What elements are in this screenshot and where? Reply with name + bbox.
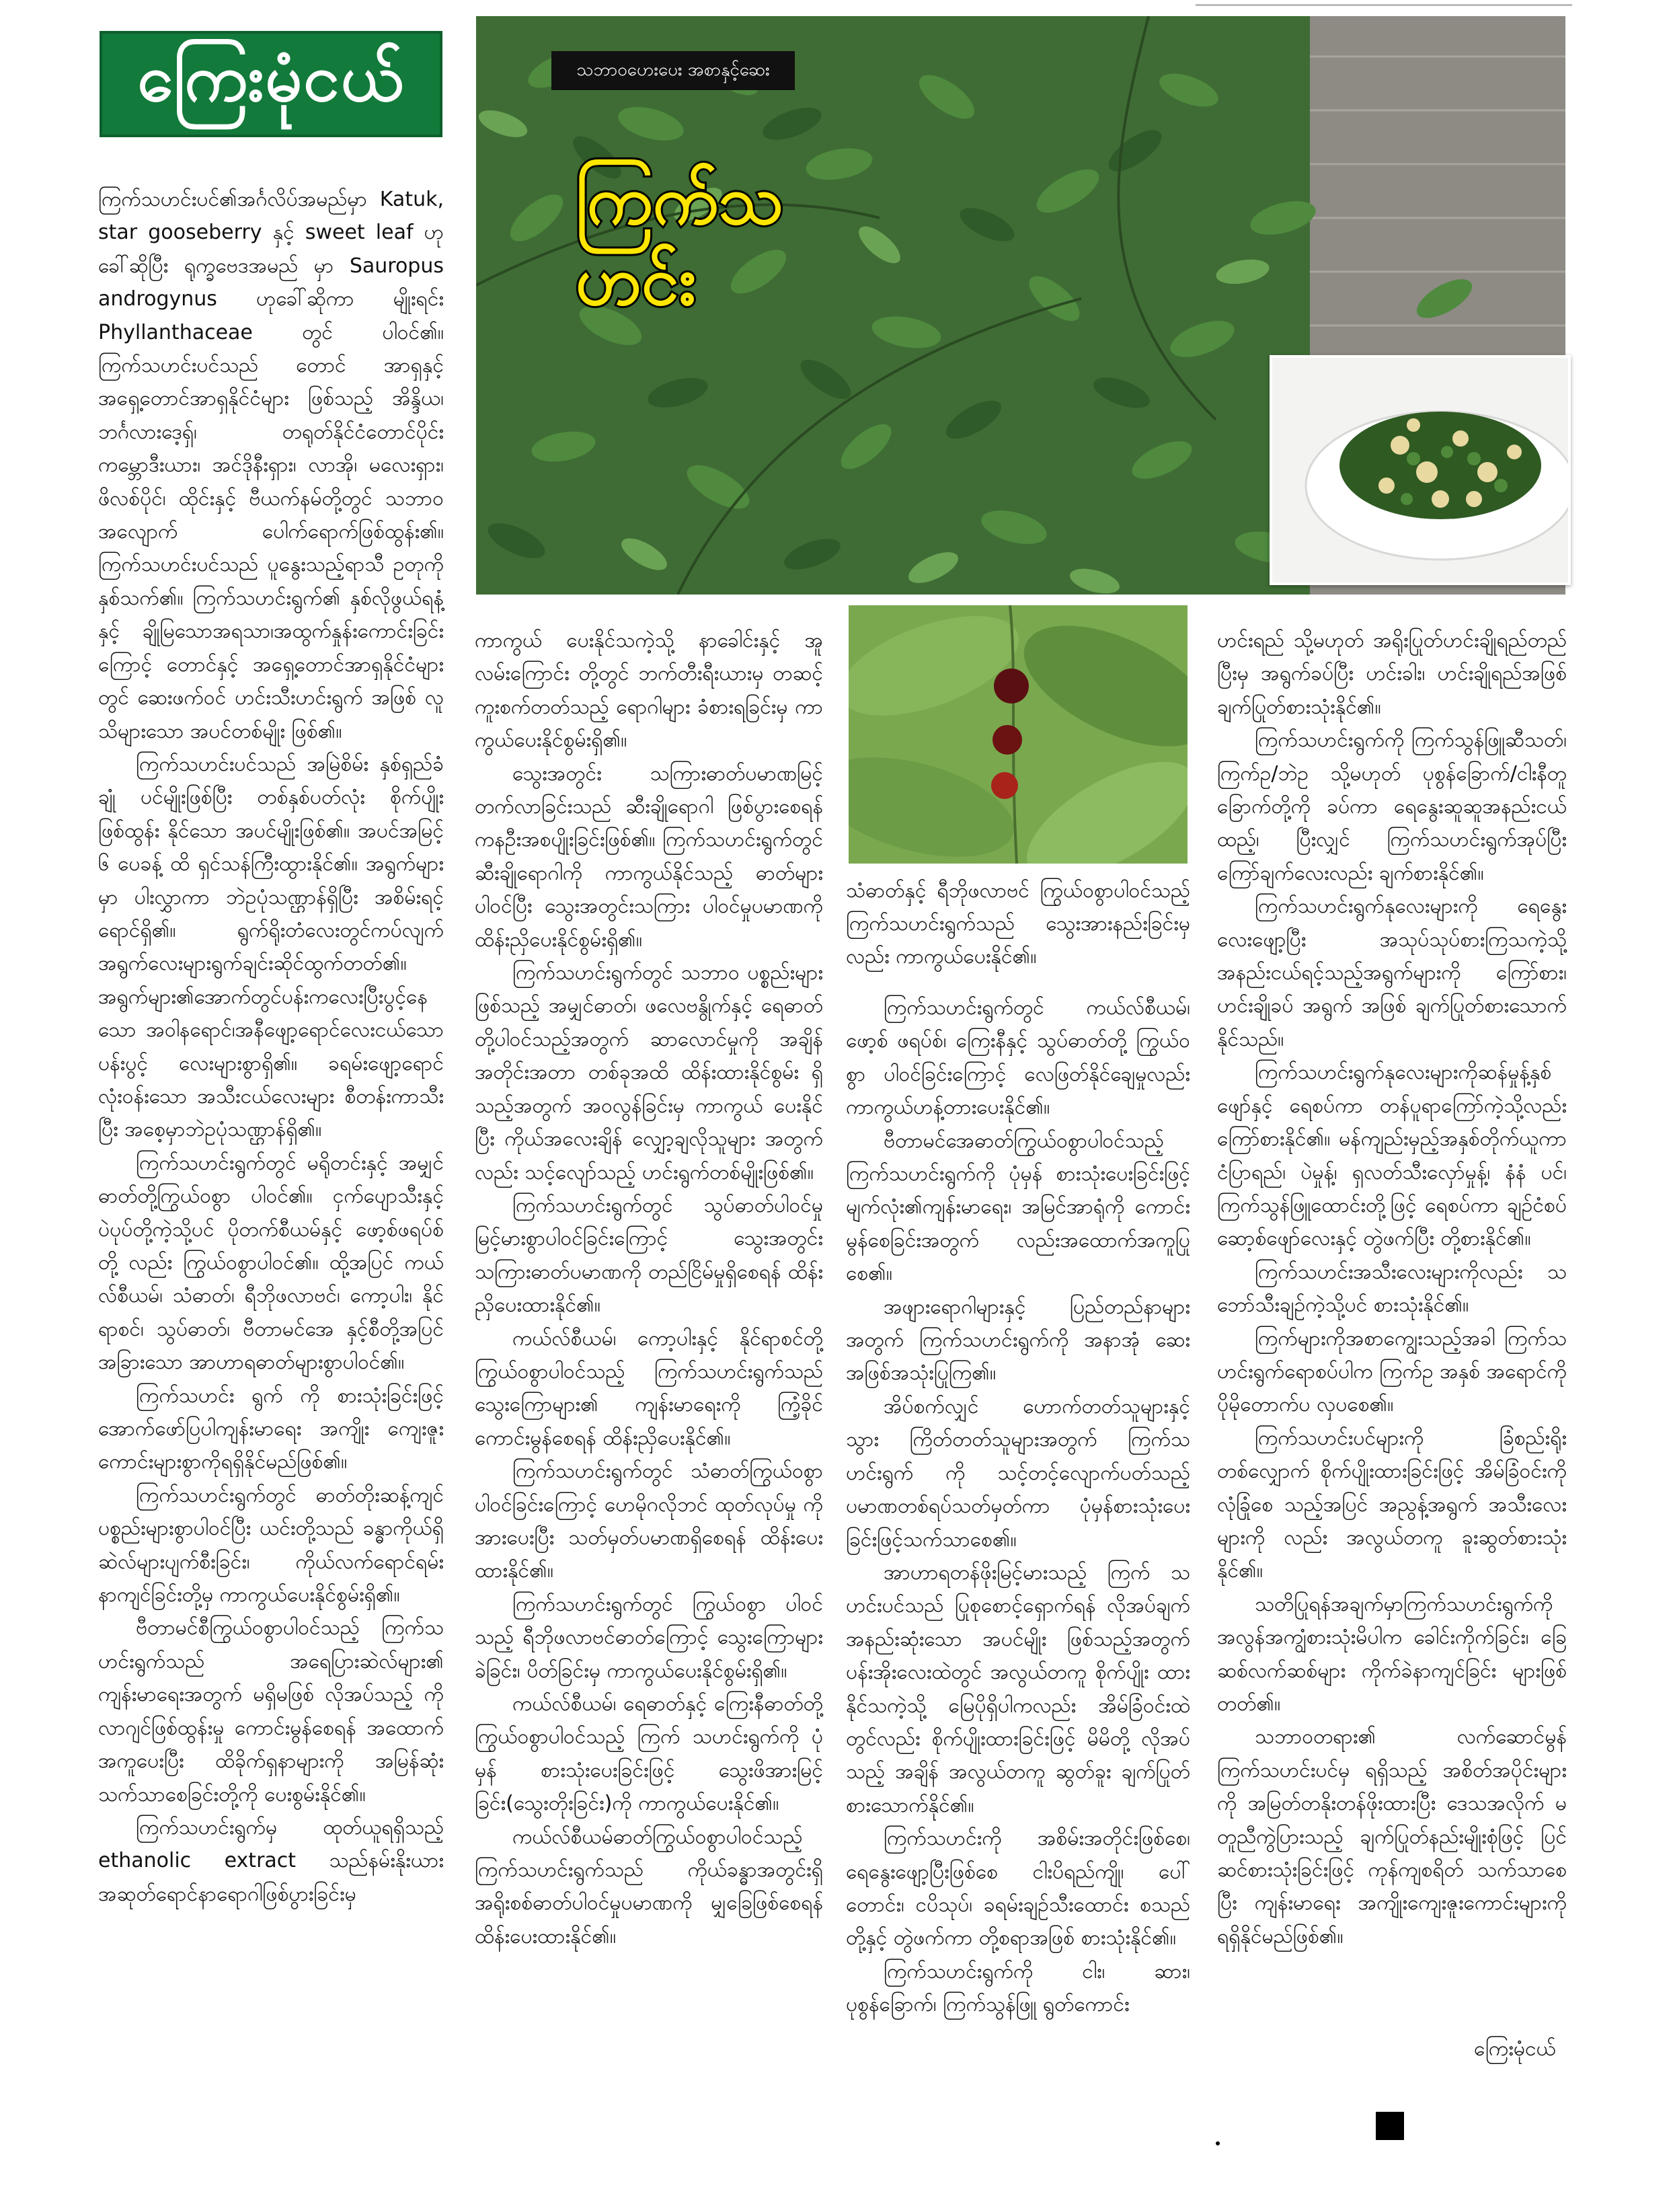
article-paragraph: အိပ်စက်လျှင် ဟောက်တတ်သူများနှင့် သွား ကြိတ်တတ်သူများအတွက် ကြက်သဟင်းရွက် ကို သင့်တင့်လျောက်ပတ်သည့်ပမာဏတစ်ရပ်သတ်မှတ်ကာ ပုံမှန်စားသုံးပေးခြင်းဖြင့်သက်သာစေ၏။ <box>846 1394 1190 1552</box>
article-paragraph: ကြက်သဟင်းရွက်နုလေးများကို ရေနွေးလေးဖျော့ပြီး အသုပ်သုပ်စားကြသကဲ့သို့ အနည်းငယ်ရင့်သည့်အရွက်များကို ကြော်စား၊ ဟင်းချိုခပ် အရွက် အဖြစ် ချက်ပြုတ်စားသောက်နိုင်သည်။ <box>1217 894 1567 1051</box>
flower-photo-caption: သံဓာတ်နှင့် ရီဘိုဖလာဗင် ကြွယ်ဝစွာပါဝင်သည့် ကြက်သဟင်းရွက်သည် သွေးအားနည်းခြင်းမှလည်း ကာကွယ်ပေးနိုင်၏။ <box>846 879 1190 968</box>
article-paragraph: ကြက်သဟင်းရွက်တွင် ကယ်လ်စီယမ်၊ ဖော့စ် ဖရပ်စ်၊ ကြေးနီနှင့် သွပ်ဓာတ်တို့ ကြွယ်ဝစွာ ပါဝင်ခြင်းကြောင့် လေဖြတ်နိုင်ချေမှုလည်းကာကွယ်ဟန့်တားပေးနိုင်၏။ <box>846 996 1190 1120</box>
article-paragraph: ကယ်လ်စီယမ်ဓာတ်ကြွယ်ဝစွာပါဝင်သည့် ကြက်သဟင်းရွက်သည် ကိုယ်ခန္ဓာအတွင်းရှိ အရိုးစစ်ဓာတ်ပါဝင်မှုပမာဏကို မျှခြေဖြစ်စေရန်ထိန်းပေးထားနိုင်၏။ <box>475 1825 823 1948</box>
end-mark <box>1376 2112 1404 2140</box>
article-paragraph: ကြက်သဟင်းအသီးလေးများကိုလည်း သဘော်သီးချဉ်ကဲ့သို့ပင် စားသုံးနိုင်၏။ <box>1217 1260 1567 1318</box>
article-paragraph: ကြက်သဟင်းရွက်တွင် သံဓာတ်ကြွယ်ဝစွာ ပါဝင်ခြင်းကြောင့် ဟေမိုဂလိုဘင် ထုတ်လုပ်မှု ကို အားပေးပြီး သတ်မှတ်ပမာဏရှိစေရန် ထိန်းပေးထားနိုင်၏။ <box>475 1459 823 1583</box>
article-paragraph: ကယ်လ်စီယမ်၊ ကော့ပါးနှင့် နိုင်ရာစင်တို့ကြွယ်ဝစွာပါဝင်သည့် ကြက်သဟင်းရွက်သည် သွေးကြောများ၏ ကျန်းမာရေးကို ကြံ့ခိုင်ကောင်းမွန်စေရန် ထိန်းညှိပေးနိုင်၏။ <box>475 1326 823 1450</box>
dish-photo <box>1270 355 1571 585</box>
article-paragraph: သတိပြုရန်အချက်မှာကြက်သဟင်းရွက်ကို အလွန်အကျွံစားသုံးမိပါက ခေါင်းကိုက်ခြင်း၊ ခြေဆစ်လက်ဆစ်များ ကိုက်ခဲနာကျင်ခြင်း များဖြစ်တတ်၏။ <box>1217 1592 1567 1716</box>
article-paragraph: ကြက်သဟင်းပင်၏အင်္ဂလိပ်အမည်မှာ Katuk, star gooseberry နှင့် sweet leaf ဟု ခေါ်ဆိုပြီး ရုက္ခဗေဒအမည် မှာ Sauropus androgynus ဟုခေါ်ဆိုကာ မျိုးရင်း Phyllanthaceae တွင် ပါဝင်၏။ ကြက်သဟင်းပင်သည် တောင် အာရှနှင့် အရှေ့တောင်အာရှနိုင်ငံများ ဖြစ်သည့် အိန္ဒိယ၊ ဘင်္ဂလားဒေ့ရှ်၊ တရုတ်နိုင်ငံတောင်ပိုင်း ကမ္ဘောဒီးယား၊ အင်ဒိုနီးရှား၊ လာအို၊ မလေးရှား၊ ဖိလစ်ပိုင်၊ ထိုင်းနှင့် ဗီယက်နမ်တို့တွင် သဘာဝ အလျောက် ပေါက်ရောက်ဖြစ်ထွန်း၏။ ကြက်သဟင်းပင်သည် ပူနွေးသည့်ရာသီ ဥတုကို နှစ်သက်၏။ ကြက်သဟင်းရွက်၏ နှစ်လိုဖွယ်ရနံ့နှင့် ချိုမြသောအရသာ၊အထွက်နှုန်းကောင်းခြင်းကြောင့် တောင်နှင့် အရှေ့တောင်အာရှနိုင်ငံများတွင် ဆေးဖက်ဝင် ဟင်းသီးဟင်းရွက် အဖြစ် လူသိများသော အပင်တစ်မျိုး ဖြစ်၏။ <box>98 188 444 743</box>
article-column-2 <box>475 624 823 1953</box>
article-title: ကြက်သဟင်း <box>576 161 784 320</box>
masthead-title: ကြေးမုံငယ် <box>137 40 405 116</box>
author-signature: ကြေးမုံငယ် <box>1474 2037 1556 2061</box>
article-paragraph: သဘာဝတရား၏ လက်ဆောင်မွန် ကြက်သဟင်းပင်မှ ရရှိသည့် အစိတ်အပိုင်းများကို အမြတ်တနိုးတန်ဖိုးထားပြီး ဒေသအလိုက် မတူညီကွဲပြားသည့် ချက်ပြုတ်နည်းမျိုးစုံဖြင့် ပြင် ဆင်စားသုံးခြင်းဖြင့် ကုန်ကျစရိတ် သက်သာစေပြီး ကျန်းမာရေး အကျိုးကျေးဇူးကောင်းများကို ရရှိနိုင်မည်ဖြစ်၏။ <box>1217 1725 1567 1948</box>
article-paragraph: ကြက်သဟင်းကို အစိမ်းအတိုင်းဖြစ်စေ၊ ရေနွေးဖျော့ပြီးဖြစ်စေ ငါးပိရည်ကျို၊ ပေါ်တောင်း၊ ငပိသုပ်၊ ခရမ်းချဉ်သီးထောင်း စသည်တို့နှင့် တွဲဖက်ကာ တို့စရာအဖြစ် စားသုံးနိုင်၏။ <box>846 1827 1190 1950</box>
article-paragraph: အာဟာရတန်ဖိုးမြင့်မားသည့် ကြက် သဟင်းပင်သည် ပြုစုစောင့်ရှောက်ရန် လိုအပ်ချက် အနည်းဆုံးသော အပင်မျိုး ဖြစ်သည့်အတွက် ပန်းအိုးလေးထဲတွင် အလွယ်တကူ စိုက်ပျိုး ထားနိုင်သကဲ့သို့ မြေပိုရှိပါကလည်း အိမ်ခြံဝင်းထဲ တွင်လည်း စိုက်ပျိုးထားခြင်းဖြင့် မိမိတို့ လိုအပ် သည့် အချိန် အလွယ်တကူ ဆွတ်ခူး ချက်ပြုတ်စားသောက်နိုင်၏။ <box>846 1560 1190 1817</box>
masthead-badge <box>100 31 442 137</box>
article-paragraph: ကယ်လ်စီယမ်၊ ရေဓာတ်နှင့် ကြေးနီဓာတ်တို့ကြွယ်ဝစွာပါဝင်သည့် ကြက် သဟင်းရွက်ကို ပုံမှန် စားသုံးပေးခြင်းဖြင့် သွေးဖိအားမြင့်ခြင်း(သွေးတိုးခြင်း)ကို ကာကွယ်ပေးနိုင်၏။ <box>475 1692 823 1816</box>
article-paragraph: အဖျားရောဂါများနှင့် ပြည်တည်နာများ အတွက် ကြက်သဟင်းရွက်ကို အနာအုံ ဆေးအဖြစ်အသုံးပြုကြ၏။ <box>846 1295 1190 1385</box>
article-paragraph: ကြက်သဟင်းရွက်တွင် သွပ်ဓာတ်ပါဝင်မှုမြင့်မားစွာပါဝင်ခြင်းကြောင့် သွေးအတွင်း သကြားဓာတ်ပမာဏကို တည်ငြိမ်မှုရှိစေရန် ထိန်းညှိပေးထားနိုင်၏။ <box>475 1193 823 1318</box>
article-paragraph: ကြက်သဟင်းရွက်တွင် ကြွယ်ဝစွာ ပါဝင်သည့် ရီဘိုဖလာဗင်ဓာတ်ကြောင့် သွေးကြောများခဲခြင်း၊ ပိတ်ခြင်းမှ ကာကွယ်ပေးနိုင်စွမ်းရှိ၏။ <box>475 1592 823 1683</box>
flower-and-leaves-illustration <box>849 605 1188 864</box>
article-paragraph: ကြက်သဟင်းရွက်ကို ကြက်သွန်ဖြူဆီသတ်၊ ကြက်ဥ/ဘဲဥ သို့မဟုတ် ပုစွန်ခြောက်/ငါးနီတူ ခြောက်တို့ကို ခပ်ကာ ရေနွေးဆူဆူအနည်းငယ် ထည့်၊ ပြီးလျှင် ကြက်သဟင်းရွက်အုပ်ပြီး ကြော်ချက်လေးလည်း ချက်စားနိုင်၏။ <box>1217 728 1567 885</box>
katuk-flower-photo <box>849 605 1188 864</box>
article-paragraph: ကြက်သဟင်းရွက်တွင် မရိုတင်းနှင့် အမျှင်ဓာတ်တို့ကြွယ်ဝစွာ ပါဝင်၏။ ငှက်ပျောသီးနှင့် ပဲပုပ်တို့ကဲ့သို့ပင် ပိုတက်စီယမ်နှင့် ဖော့စ်ဖရပ်စ်တို့ လည်း ကြွယ်ဝစွာပါဝင်၏။ ထို့အပြင် ကယ်လ်စီယမ်၊ သံဓာတ်၊ ရီဘိုဖလာဗင်၊ ကော့ပါး၊ နိုင်ရာစင်၊ သွပ်ဓာတ်၊ ဗီတာမင်အေ နှင့်စီတို့အပြင် အခြားသော အာဟာရဓာတ်များစွာပါဝင်၏။ <box>98 1151 444 1375</box>
article-column-4 <box>1217 624 1567 1953</box>
article-column-3 <box>846 991 1190 2022</box>
article-paragraph: ကြက်သဟင်းရွက်မှ ထုတ်ယူရရှိသည့် ethanolic extract သည်နမ်းနိုးယား အဆုတ်ရောင်နာရောဂါဖြစ်ပွားခြင်းမှ <box>98 1815 444 1906</box>
page-dot <box>1216 2141 1220 2145</box>
article-paragraph: ဟင်းရည် သို့မဟုတ် အရိုးပြုတ်ဟင်းချိုရည်တည်ပြီးမှ အရွက်ခပ်ပြီး ဟင်းခါး၊ ဟင်းချိုရည်အဖြစ်ချက်ပြုတ်စားသုံးနိုင်၏။ <box>1217 629 1567 719</box>
article-paragraph: ကြက်သဟင်းရွက်ကို ငါး၊ ဆား၊ ပုစွန်ခြောက်၊ ကြက်သွန်ဖြူ ရွတ်ကောင်း <box>846 1959 1190 2017</box>
article-paragraph: ဗီတာမင်အေဓာတ်ကြွယ်ဝစွာပါဝင်သည့် ကြက်သဟင်းရွက်ကို ပုံမှန် စားသုံးပေးခြင်းဖြင့် မျက်လုံး၏ကျန်းမာရေး၊ အမြင်အာရုံကို ကောင်း မွန်စေခြင်းအတွက် လည်းအထောက်အကူပြုစေ၏။ <box>846 1129 1190 1286</box>
article-paragraph: ကြက်သဟင်းပင်များကို ခြံစည်းရိုး တစ်လျှောက် စိုက်ပျိုးထားခြင်းဖြင့် အိမ်ခြံဝင်းကို လုံခြုံစေ သည့်အပြင် အညွန့်အရွက် အသီးလေးများကို လည်း အလွယ်တကူ ခူးဆွတ်စားသုံးနိုင်၏။ <box>1217 1426 1567 1583</box>
article-paragraph: ကြက်သဟင်းပင်သည် အမြဲစိမ်း နှစ်ရှည်ခံချုံ ပင်မျိုးဖြစ်ပြီး တစ်နှစ်ပတ်လုံး စိုက်ပျိုးဖြစ်ထွန်း နိုင်သော အပင်မျိုးဖြစ်၏။ အပင်အမြင့် ၆ ပေခန့် ထိ ရှင်သန်ကြီးထွားနိုင်၏။ အရွက်များမှာ ပါးလွှာကာ ဘဲဥပုံသဏ္ဌာန်ရှိပြီး အစိမ်းရင့်ရောင်ရှိ၏။ ရွက်ရိုးတံလေးတွင်ကပ်လျက် အရွက်လေးများရွက်ချင်းဆိုင်ထွက်တတ်၏။ အရွက်များ၏အောက်တွင်ပန်းကလေးပြီးပွင့်နေသော အဝါနရောင်၊အနီဖျော့ရောင်လေးငယ်သော ပန်းပွင့် လေးများစွာရှိ၏။ ခရမ်းဖျော့ရောင် လုံးဝန်းသော အသီးငယ်လေးများ စီတန်းကာသီးပြီး အစေ့မှာဘဲဥပုံသဏ္ဌာန်ရှိ၏။ <box>98 752 444 1142</box>
top-rule <box>1196 4 1572 6</box>
article-paragraph: ကြက်သဟင်း ရွက် ကို စားသုံးခြင်းဖြင့် အောက်ဖော်ပြပါကျန်းမာရေး အကျိုး ကျေးဇူးကောင်းများစွာကိုရရှိနိုင်မည်ဖြစ်၏။ <box>98 1383 444 1474</box>
stir-fried-leaves-illustration <box>1272 358 1568 582</box>
article-column-1 <box>98 183 444 1911</box>
series-label: သဘာဝဟေးပေး အစာနှင့်ဆေး <box>551 51 795 90</box>
article-paragraph: ကာကွယ် ပေးနိုင်သကဲ့သို့ နာခေါင်းနှင့် အူလမ်းကြောင်း တို့တွင် ဘက်တီးရီးယားမှ တဆင့် ကူးစက်တတ်သည့် ရောဂါများ ခံစားရခြင်းမှ ကာကွယ်ပေးနိုင်စွမ်းရှိ၏။ <box>475 629 823 753</box>
article-paragraph: ကြက်သဟင်းရွက်တွင် ဓာတ်တိုးဆန့်ကျင်ပစ္စည်းများစွာပါဝင်ပြီး ယင်းတို့သည် ခန္ဓာကိုယ်ရှိ ဆဲလ်များပျက်စီးခြင်း၊ ကိုယ်လက်ရောင်ရမ်း နာကျင်ခြင်းတို့မှ ကာကွယ်ပေးနိုင်စွမ်းရှိ၏။ <box>98 1483 444 1607</box>
article-paragraph: သွေးအတွင်း သကြားဓာတ်ပမာဏမြင့် တက်လာခြင်းသည် ဆီးချိုရောဂါ ဖြစ်ပွားစေရန် ကနဦးအစပျိုးခြင်းဖြစ်၏။ ကြက်သဟင်းရွက်တွင် ဆီးချိုရောဂါကို ကာကွယ်နိုင်သည့် ဓာတ်များပါဝင်ပြီး သွေးအတွင်းသကြား ပါဝင်မှုပမာဏကို ထိန်းညှိပေးနိုင်စွမ်းရှိ၏။ <box>475 761 823 952</box>
article-paragraph: ကြက်များကိုအစာကျွေးသည့်အခါ ကြက်သဟင်းရွက်ရောစပ်ပါက ကြက်ဥ အနှစ် အရောင်ကို ပိုမိုတောက်ပ လှပစေ၏။ <box>1217 1326 1567 1417</box>
article-paragraph: ကြက်သဟင်းရွက်တွင် သဘာဝ ပစ္စည်းများဖြစ်သည့် အမျှင်ဓာတ်၊ ဖလေဗနွိုက်နှင့် ရေဓာတ်တို့ပါဝင်သည့်အတွက် ဆာလောင်မှုကို အချိန် အတိုင်းအတာ တစ်ခုအထိ ထိန်းထားနိုင်စွမ်း ရှိသည့်အတွက် အဝလွန်ခြင်းမှ ကာကွယ် ပေးနိုင်ပြီး ကိုယ်အလေးချိန် လျှော့ချလိုသူများ အတွက်လည်း သင့်လျော်သည့် ဟင်းရွက်တစ်မျိုးဖြစ်၏။ <box>475 961 823 1184</box>
article-paragraph: ကြက်သဟင်းရွက်နုလေးများကိုဆန်မှုန့်နှစ်ဖျော်နှင့် ရေစပ်ကာ တန်ပူရာကြော်ကဲ့သို့လည်း ကြော်စားနိုင်၏။ မန်ကျည်းမှည့်အနှစ်တိုက်ယူကာ ငံပြာရည်၊ ပဲမှုန့်၊ ရှလတ်သီးလှော်မှုန့်၊ နံနံ ပင်၊ ကြက်သွန်ဖြူထောင်းတို့ဖြင့် ရေစပ်ကာ ချဉ်ငံစပ်ဆော့စ်ဖျော်လေးနှင့် တွဲဖက်ပြီး တို့စားနိုင်၏။ <box>1217 1061 1567 1251</box>
article-paragraph: ဗီတာမင်စီကြွယ်ဝစွာပါဝင်သည့် ကြက်သဟင်းရွက်သည် အရေပြားဆဲလ်များ၏ ကျန်းမာရေးအတွက် မရှိမဖြစ် လိုအပ်သည့် ကိုလာဂျင်ဖြစ်ထွန်းမှု ကောင်းမွန်စေရန် အထောက် အကူပေးပြီး ထိခိုက်ရှနာများကို အမြန်ဆုံး သက်သာစေခြင်းတို့ကို ပေးစွမ်းနိုင်၏။ <box>98 1616 444 1806</box>
